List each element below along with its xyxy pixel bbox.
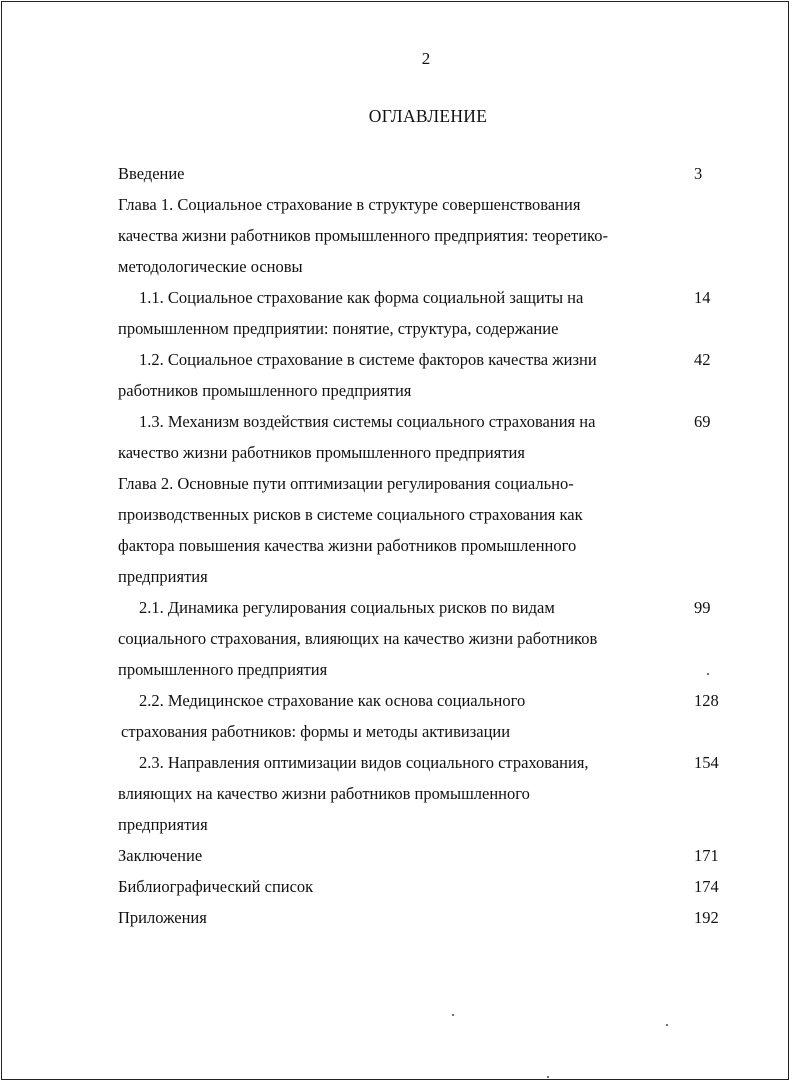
toc-entry-section-2-2-cont bbox=[118, 716, 728, 747]
page-frame bbox=[1, 1, 789, 1080]
toc-entry-text: Приложения bbox=[118, 908, 207, 927]
toc-page-number: 192 bbox=[694, 908, 719, 927]
toc-entry-text: 1.1. Социальное страхование как форма социальной защиты на bbox=[139, 288, 584, 307]
toc-entry-section-1-2 bbox=[118, 344, 728, 375]
toc-entry-bibliography bbox=[118, 871, 728, 902]
toc-entry-text: работников промышленного предприятия bbox=[118, 381, 412, 400]
toc-entry-section-2-3-cont bbox=[118, 778, 728, 809]
toc-entry-chapter-1-cont bbox=[118, 220, 728, 251]
toc-entry-text: 2.2. Медицинское страхование как основа социального bbox=[139, 691, 526, 710]
toc-entry-introduction bbox=[118, 158, 728, 189]
toc-entry-chapter-2 bbox=[118, 468, 728, 499]
toc-entry-text: 2.3. Направления оптимизации видов социального страхования, bbox=[139, 753, 589, 772]
scan-speck bbox=[707, 673, 709, 675]
toc-entry-text: предприятия bbox=[118, 815, 208, 834]
scan-speck bbox=[547, 1076, 549, 1078]
toc-entry-text: Введение bbox=[118, 164, 185, 183]
toc-page-number: 69 bbox=[694, 412, 711, 431]
scan-speck bbox=[666, 1024, 668, 1026]
toc-entry-text: производственных рисков в системе социального страхования как bbox=[118, 505, 583, 524]
toc-entry-section-2-2 bbox=[118, 685, 728, 716]
toc-entry-section-1-3-cont bbox=[118, 437, 728, 468]
toc-page-number: 3 bbox=[694, 164, 703, 183]
toc-entry-text: 1.3. Механизм воздействия системы социального страхования на bbox=[139, 412, 596, 431]
toc-entry-section-2-1-cont bbox=[118, 654, 728, 685]
toc-entry-text: методологические основы bbox=[118, 257, 303, 276]
toc-entry-appendices bbox=[118, 902, 728, 933]
toc-page-number: 99 bbox=[694, 598, 711, 617]
toc-entry-text: качества жизни работников промышленного предприятия: теоретико- bbox=[118, 226, 608, 245]
toc-entry-text: Глава 1. Социальное страхование в структуре совершенствования bbox=[118, 195, 581, 214]
toc-entry-text: 2.1. Динамика регулирования социальных рисков по видам bbox=[139, 598, 555, 617]
toc-entry-text: фактора повышения качества жизни работников промышленного bbox=[118, 536, 577, 555]
toc-heading: ОГЛАВЛЕНИЕ bbox=[368, 106, 488, 126]
toc-entry-section-1-1 bbox=[118, 282, 728, 313]
page-number: 2 bbox=[421, 49, 431, 68]
toc-page-number: 128 bbox=[694, 691, 719, 710]
table-of-contents bbox=[118, 158, 728, 933]
toc-entry-section-2-1-cont bbox=[118, 623, 728, 654]
toc-entry-chapter-2-cont bbox=[118, 561, 728, 592]
toc-page-number: 14 bbox=[694, 288, 711, 307]
toc-entry-chapter-1 bbox=[118, 189, 728, 220]
toc-entry-section-1-1-cont bbox=[118, 313, 728, 344]
toc-entry-section-2-1 bbox=[118, 592, 728, 623]
toc-entry-chapter-2-cont bbox=[118, 530, 728, 561]
toc-entry-chapter-1-cont bbox=[118, 251, 728, 282]
toc-entry-text: Библиографический список bbox=[118, 877, 314, 896]
toc-page-number: 42 bbox=[694, 350, 711, 369]
toc-entry-text: предприятия bbox=[118, 567, 208, 586]
toc-entry-text: 1.2. Социальное страхование в системе факторов качества жизни bbox=[139, 350, 597, 369]
toc-entry-section-2-3 bbox=[118, 747, 728, 778]
toc-page-number: 171 bbox=[694, 846, 719, 865]
toc-entry-text: Глава 2. Основные пути оптимизации регулирования социально- bbox=[118, 474, 574, 493]
toc-entry-text: промышленного предприятия bbox=[118, 660, 328, 679]
toc-entry-text: влияющих на качество жизни работников промышленного bbox=[118, 784, 530, 803]
toc-entry-section-2-3-cont bbox=[118, 809, 728, 840]
toc-page-number: 154 bbox=[694, 753, 719, 772]
toc-entry-text: промышленном предприятии: понятие, структура, содержание bbox=[118, 319, 559, 338]
toc-entry-text: социального страхования, влияющих на качество жизни работников bbox=[118, 629, 598, 648]
scan-speck bbox=[452, 1014, 454, 1016]
toc-entry-text: страхования работников: формы и методы активизации bbox=[121, 722, 511, 741]
toc-entry-text: качество жизни работников промышленного предприятия bbox=[118, 443, 525, 462]
toc-entry-text: Заключение bbox=[118, 846, 203, 865]
toc-entry-chapter-2-cont bbox=[118, 499, 728, 530]
toc-entry-section-1-2-cont bbox=[118, 375, 728, 406]
toc-entry-section-1-3 bbox=[118, 406, 728, 437]
toc-page-number: 174 bbox=[694, 877, 719, 896]
toc-entry-conclusion bbox=[118, 840, 728, 871]
